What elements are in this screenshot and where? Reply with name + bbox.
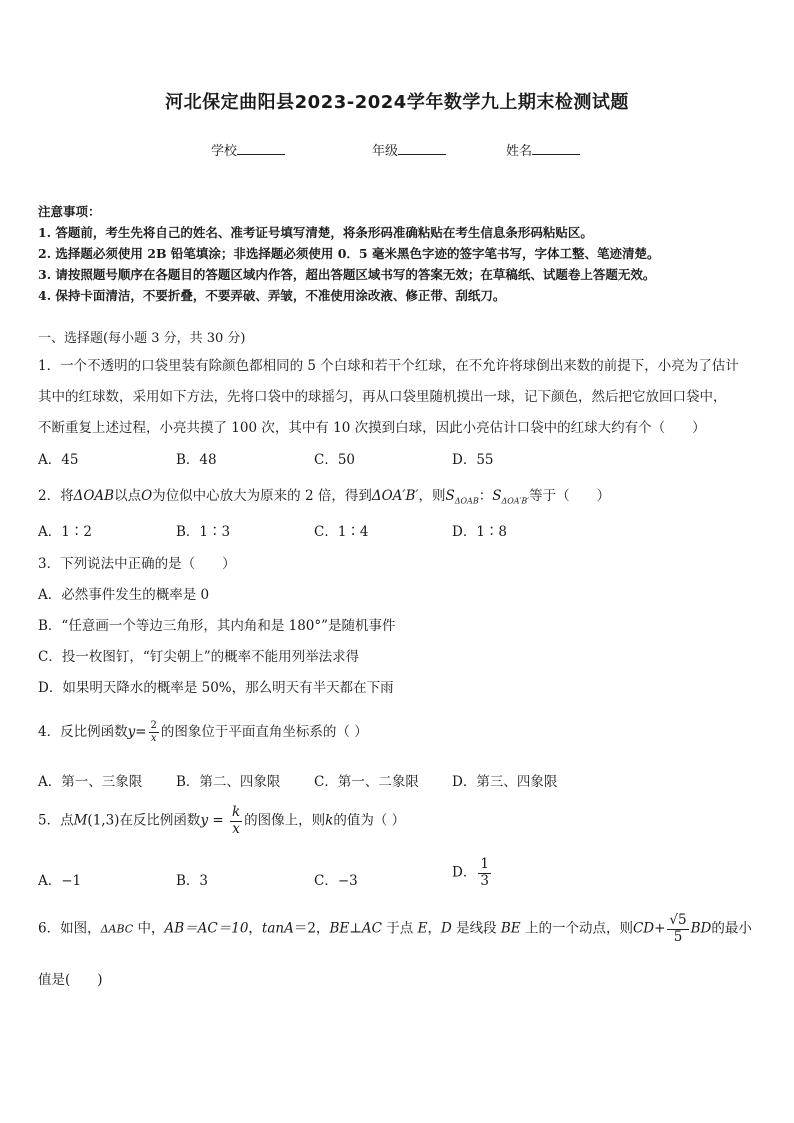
q4-equals: = bbox=[135, 724, 147, 740]
q2-option-d: D．1∶8 bbox=[452, 524, 508, 540]
name-label: 姓名 bbox=[506, 144, 533, 159]
q5-fraction bbox=[230, 806, 242, 836]
q2-area-symbol: S bbox=[492, 488, 502, 504]
q4-fraction bbox=[149, 721, 159, 744]
q6-text: 的最小 bbox=[711, 920, 752, 937]
q4-option-c: C．第一、二象限 bbox=[314, 774, 419, 790]
q1-option-d: D．55 bbox=[452, 452, 494, 468]
q5-text: 5．点 bbox=[38, 812, 74, 829]
q2-text: 等于（ ） bbox=[529, 488, 611, 504]
notice-title: 注意事项： bbox=[38, 204, 101, 219]
q6-perpendicular: BE⊥AC bbox=[329, 920, 382, 937]
q6-segment-be: BE bbox=[500, 920, 521, 937]
name-field bbox=[506, 140, 580, 159]
section-heading: 一、选择题(每小题 3 分，共 30 分) bbox=[38, 331, 246, 346]
q5-equals: = bbox=[208, 812, 228, 829]
q5-option-c: C．−3 bbox=[314, 873, 358, 889]
q6-text: 于点 bbox=[382, 920, 418, 937]
notice-item: 1. 答题前，考生先将自己的姓名、准考证号填写清楚，将条形码准确粘贴在考生信息条形码粘贴区。 bbox=[38, 225, 593, 240]
q1-option-b: B．48 bbox=[176, 452, 217, 468]
q4-text: 4．反比例函数 bbox=[38, 724, 128, 740]
q4-stem bbox=[38, 720, 368, 744]
q1-option-a: A．45 bbox=[38, 452, 79, 468]
q3-option-c: C．投一枚图钉，“钉尖朝上”的概率不能用列举法求得 bbox=[38, 649, 360, 665]
q4-denominator: x bbox=[150, 733, 157, 744]
grade-blank bbox=[398, 142, 446, 155]
q4-var-y: y bbox=[127, 724, 136, 740]
q3-option-a: A．必然事件发生的概率是 0 bbox=[38, 587, 210, 603]
q6-point-d: D bbox=[440, 920, 452, 937]
q6-triangle: ΔABC bbox=[100, 922, 134, 936]
q5-text: 的值为（ ） bbox=[333, 812, 406, 829]
q2-stem bbox=[38, 484, 610, 506]
grade-field bbox=[372, 140, 446, 159]
q2-text: 2．将 bbox=[38, 488, 74, 504]
notice-item: 3. 请按照题号顺序在各题目的答题区域内作答，超出答题区域书写的答案无效；在草稿纸、试题卷上答题无效。 bbox=[38, 267, 656, 282]
q4-text: 的图象位于平面直角坐标系的（ ） bbox=[160, 724, 368, 740]
q3-option-b: B．“任意画一个等边三角形，其内角和是 180°”是随机事件 bbox=[38, 618, 396, 634]
q6-numerator: √5 bbox=[669, 912, 687, 928]
q1-line: 1．一个不透明的口袋里装有除颜色都相同的 5 个白球和若干个红球，在不允许将球倒出来数的前提下，小亮为了估计 bbox=[38, 358, 739, 374]
q6-tan: tanA bbox=[261, 920, 294, 937]
q2-option-b: B．1∶3 bbox=[176, 524, 231, 540]
page-title: 河北保定曲阳县2023-2024学年数学九上期末检测试题 bbox=[165, 92, 629, 113]
q2-text: 为位似中心放大为原来的 2 倍，得到 bbox=[152, 488, 372, 504]
q5-option-d-label: D． bbox=[452, 864, 477, 881]
school-label: 学校 bbox=[211, 144, 238, 159]
q2-area-symbol: S bbox=[445, 488, 455, 504]
q1-option-c: C．50 bbox=[314, 452, 356, 468]
q5-option-d-denominator: 3 bbox=[480, 872, 489, 889]
q5-var-y: y bbox=[200, 812, 209, 829]
q6-denominator: 5 bbox=[673, 928, 683, 945]
q6-text: 中， bbox=[133, 920, 165, 937]
q6-cd: CD bbox=[632, 920, 655, 937]
q2-option-c: C．1∶4 bbox=[314, 524, 369, 540]
q6-fraction bbox=[667, 914, 688, 944]
q2-triangle-image: ΔOA′B′ bbox=[371, 488, 419, 504]
q1-line: 其中的红球数，采用如下方法，先将口袋中的球摇匀，再从口袋里随机摸出一球，记下颜色，然后把它放回口袋中， bbox=[38, 389, 727, 405]
school-blank bbox=[237, 142, 285, 155]
q5-stem bbox=[38, 806, 405, 836]
q2-point: O bbox=[141, 488, 153, 504]
q6-text: 上的一个动点，则 bbox=[520, 920, 633, 937]
q1-line: 不断重复上述过程，小亮共摸了 100 次，其中有 10 次摸到白球，因此小亮估计口袋中的红球大约有个（ ） bbox=[38, 420, 706, 436]
q4-option-d: D．第三、四象限 bbox=[452, 774, 558, 790]
q5-option-a: A．−1 bbox=[38, 873, 82, 889]
q2-subscript: ΔOAB bbox=[454, 496, 479, 506]
q5-option-d bbox=[452, 858, 493, 888]
q4-numerator: 2 bbox=[150, 720, 157, 731]
school-field bbox=[211, 140, 285, 159]
q5-numerator: k bbox=[231, 804, 241, 820]
q5-option-b: B．3 bbox=[176, 873, 209, 889]
q6-plus: + bbox=[654, 920, 666, 937]
q2-subscript: ΔOA′B′ bbox=[501, 496, 530, 506]
q3-stem: 3．下列说法中正确的是（ ） bbox=[38, 556, 236, 572]
q2-colon: ： bbox=[478, 488, 493, 504]
grade-label: 年级 bbox=[372, 144, 399, 159]
q2-text: 以点 bbox=[114, 488, 142, 504]
q3-option-d: D．如果明天降水的概率是 50%，那么明天有半天都在下雨 bbox=[38, 680, 394, 696]
q6-point-e: E bbox=[417, 920, 428, 937]
q4-option-b: B．第二、四象限 bbox=[176, 774, 281, 790]
q5-text: 在反比例函数 bbox=[119, 812, 201, 829]
q6-line2: 值是( ) bbox=[38, 972, 103, 988]
notice-item: 2. 选择题必须使用 2B 铅笔填涂；非选择题必须使用 0．5 毫米黑色字迹的签字笔书写，字体工整、笔迹清楚。 bbox=[38, 246, 660, 261]
q5-option-d-numerator: 1 bbox=[480, 856, 489, 872]
q5-coordinate: (1,3) bbox=[87, 812, 120, 829]
q6-text: ＝2， bbox=[293, 920, 330, 937]
q6-equation: AB＝AC＝10 bbox=[164, 920, 249, 937]
q2-option-a: A．1∶2 bbox=[38, 524, 92, 540]
q6-text: ， bbox=[248, 920, 262, 937]
q5-denominator: x bbox=[232, 820, 240, 837]
q6-bd: BD bbox=[690, 920, 712, 937]
q5-point: M bbox=[73, 812, 88, 829]
q6-text: 6．如图， bbox=[38, 920, 101, 937]
q6-text: ， bbox=[427, 920, 441, 937]
notice-item: 4. 保持卡面清洁，不要折叠，不要弄破、弄皱，不准使用涂改液、修正带、刮纸刀。 bbox=[38, 288, 506, 303]
name-blank bbox=[532, 142, 580, 155]
q5-var-k: k bbox=[325, 812, 334, 829]
q2-text: ，则 bbox=[418, 488, 446, 504]
q2-triangle: ΔOAB bbox=[73, 488, 115, 504]
q6-text: 是线段 bbox=[451, 920, 501, 937]
q5-option-d-fraction bbox=[478, 858, 491, 888]
q5-text: 的图像上，则 bbox=[244, 812, 326, 829]
q4-option-a: A．第一、三象限 bbox=[38, 774, 143, 790]
q6-stem bbox=[38, 914, 752, 944]
